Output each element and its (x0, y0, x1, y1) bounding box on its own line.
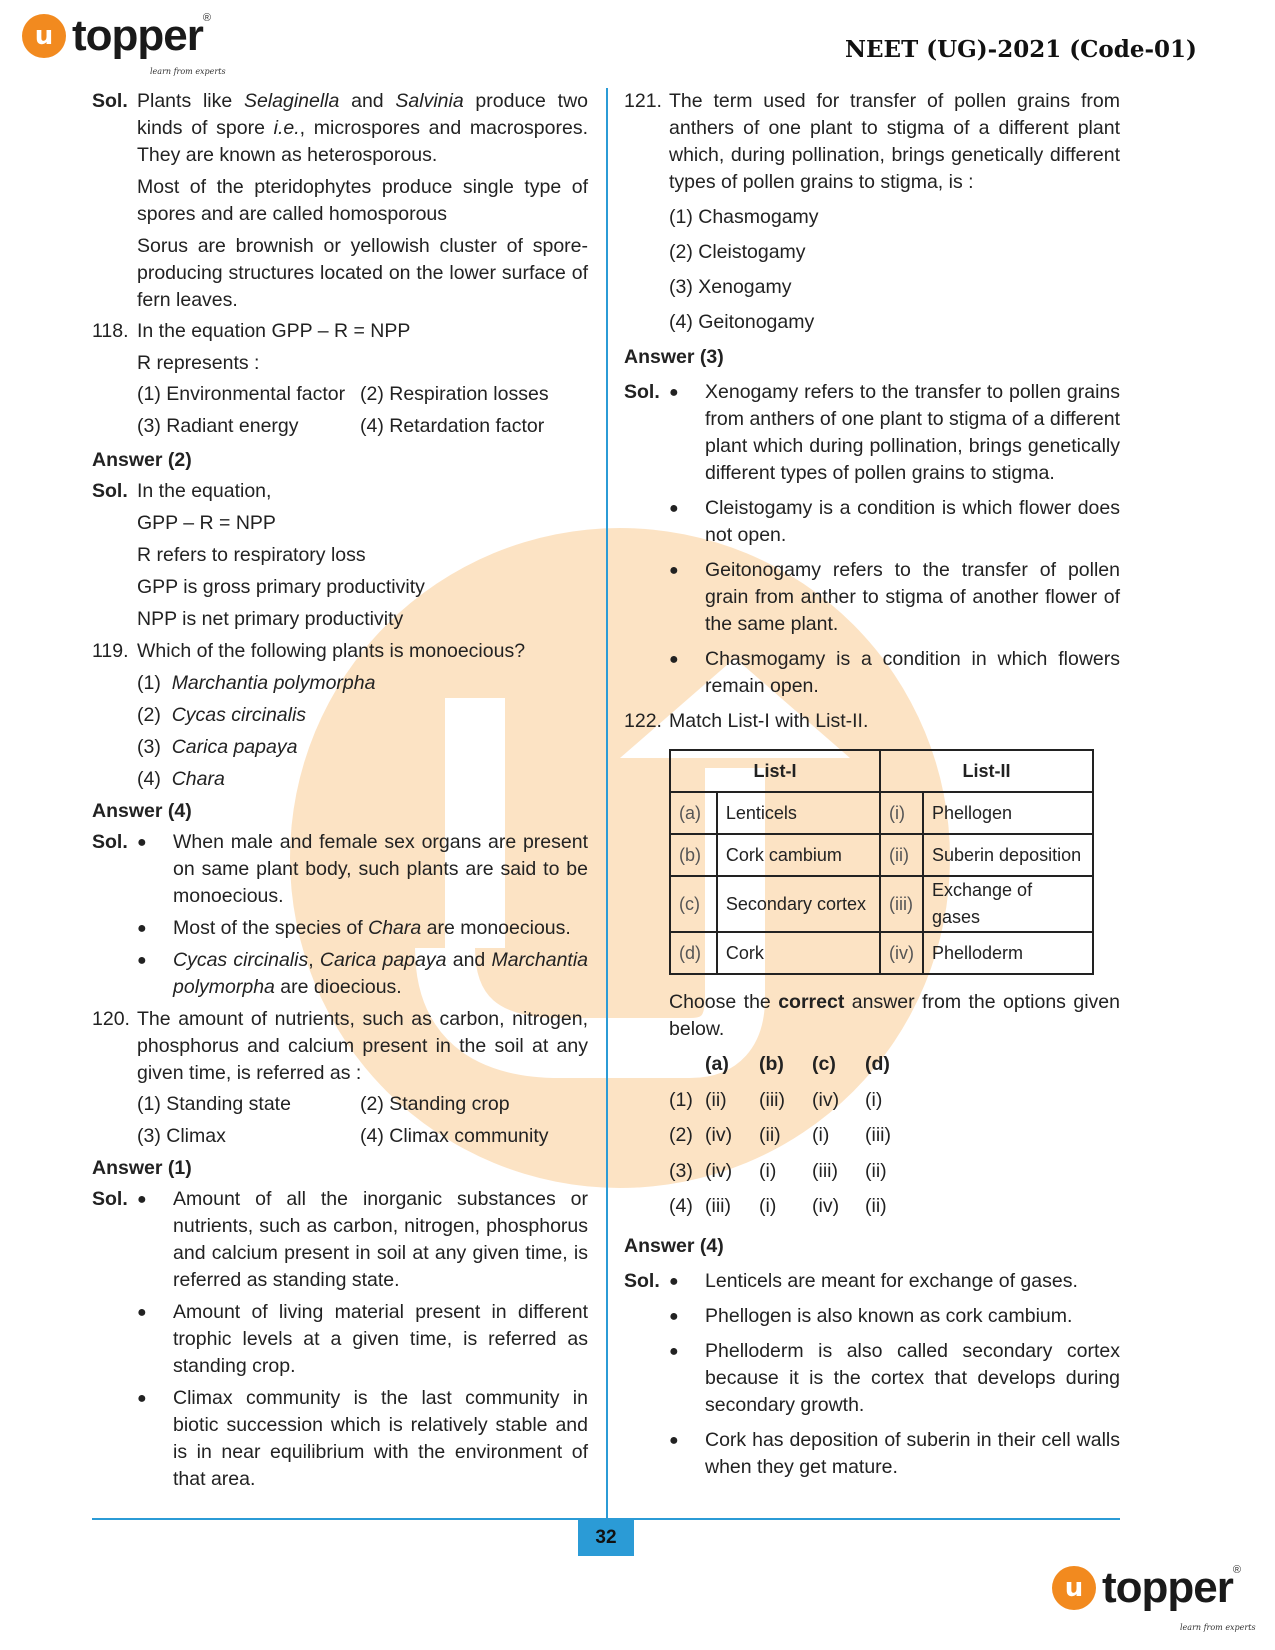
question-121 (624, 88, 1120, 336)
table-header-row (670, 750, 1093, 792)
grid-cell: (ii) (705, 1089, 727, 1111)
grid-cell: (iv) (812, 1089, 840, 1111)
option-3: (3) Carica papaya (137, 736, 298, 758)
question-number: 122. (624, 710, 662, 732)
grid-cell: (ii) (759, 1124, 781, 1146)
bullet-icon: ● (669, 1432, 679, 1449)
registered-icon: ® (202, 11, 211, 24)
topper-logo-icon: u (1052, 1566, 1096, 1610)
page-number: 32 (578, 1518, 634, 1556)
bullet-icon: ● (669, 1273, 679, 1290)
table-cell: (d) (670, 932, 717, 974)
solution-119 (92, 829, 588, 1001)
sol-paragraph: Most of the pteridophytes produce single type of spores and are called homosporous (137, 176, 588, 225)
bullet-icon: ● (669, 562, 679, 579)
grid-cell: (2) (669, 1124, 693, 1146)
sol-paragraph: Sorus are brownish or yellowish cluster of spore-producing structures located on the lower surface of fern leaves. (137, 235, 588, 311)
brand-name: topper (1102, 1563, 1233, 1612)
answer: Answer (4) (92, 800, 192, 822)
table-row (670, 792, 1093, 834)
question-stem: Which of the following plants is monoecious? (137, 640, 526, 662)
option-1: (1) Chasmogamy (669, 206, 819, 228)
solution-122 (624, 1268, 1120, 1481)
table-cell: Exchange of gases (923, 876, 1093, 932)
sol-bullet: When male and female sex organs are present on same plant body, such plants are said to be monoecious. (173, 831, 588, 907)
grid-cell: (iv) (812, 1195, 840, 1217)
solution-120 (92, 1186, 588, 1493)
option-2: (2) Cycas circinalis (137, 704, 307, 726)
options-row (137, 381, 588, 413)
table-cell: (c) (670, 876, 717, 932)
bullet-icon: ● (669, 384, 679, 401)
question-stem: The amount of nutrients, such as carbon, nitrogen, phosphorus and calcium present in the soil at any given time, is referred as : (137, 1008, 588, 1084)
grid-cell: (ii) (865, 1160, 887, 1182)
question-120 (92, 1006, 588, 1155)
bullet-icon: ● (137, 834, 147, 851)
option-4: (4) Retardation factor (360, 415, 545, 437)
table-cell: (i) (880, 792, 923, 834)
table-cell: Phellogen (923, 792, 1093, 834)
question-stem: In the equation GPP – R = NPP (137, 320, 411, 342)
options-row (137, 1091, 588, 1123)
table-cell: Secondary cortex (717, 876, 880, 932)
grid-header: (b) (759, 1053, 784, 1075)
table-header: List-I (670, 750, 880, 792)
sol-label: Sol. (92, 1188, 128, 1210)
topper-logo-icon: u (22, 14, 66, 58)
solution-118 (92, 478, 588, 633)
sol-bullet: Lenticels are meant for exchange of gases. (705, 1270, 1078, 1292)
grid-cell: (iv) (705, 1160, 733, 1182)
sol-line: NPP is net primary productivity (137, 608, 404, 630)
answer: Answer (3) (624, 346, 724, 368)
options-row (137, 413, 588, 445)
bullet-icon: ● (669, 1343, 679, 1360)
table-cell: Suberin deposition (923, 834, 1093, 876)
sol-bullet: Amount of living material present in different trophic levels at a given time, is referred as standing crop. (173, 1301, 588, 1377)
grid-cell: (iii) (759, 1089, 785, 1111)
solution-121 (624, 379, 1120, 700)
answer: Answer (1) (92, 1157, 192, 1179)
header-tagline: learn from experts (150, 67, 226, 76)
bullet-icon: ● (137, 1191, 147, 1208)
question-stem: The term used for transfer of pollen grains from anthers of one plant to stigma of a different plant which, during pollination, brings genetically different types of pollen grains to stigma, is : (669, 90, 1120, 193)
option-3: (3) Radiant energy (137, 415, 299, 437)
grid-cell: (1) (669, 1089, 693, 1111)
column-divider (606, 88, 608, 1518)
sol-label: Sol. (92, 480, 128, 502)
option-2: (2) Cleistogamy (669, 241, 806, 263)
answer-options-grid (669, 1051, 1120, 1227)
option-3: (3) Xenogamy (669, 276, 792, 298)
right-column (624, 88, 1120, 1481)
sol-bullet: Amount of all the inorganic substances or nutrients, such as carbon, nitrogen, phosphorus and calcium present in soil at any given time, is referred as standing state. (173, 1188, 588, 1291)
option-2: (2) Standing crop (360, 1093, 510, 1115)
sol-bullet: Phellogen is also known as cork cambium. (705, 1305, 1073, 1327)
table-cell: Cork cambium (717, 834, 880, 876)
grid-cell: (ii) (865, 1195, 887, 1217)
sol-label: Sol. (92, 831, 128, 853)
sol-line: GPP – R = NPP (137, 512, 276, 534)
sol-bullet: Chasmogamy is a condition in which flowers remain open. (705, 648, 1120, 697)
registered-icon: ® (1232, 1563, 1241, 1576)
table-cell: Phelloderm (923, 932, 1093, 974)
sol-label: Sol. (624, 1270, 660, 1292)
footer-logo (1052, 1563, 1241, 1612)
sol-bullet: Most of the species of Chara are monoecious. (173, 917, 571, 939)
grid-cell: (i) (865, 1089, 883, 1111)
exam-title: NEET (UG)-2021 (Code-01) (845, 36, 1197, 63)
option-4: (4) Chara (137, 768, 225, 790)
sol-paragraph: Plants like Selaginella and Salvinia produce two kinds of spore i.e., microspores and macrospores. They are known as heterosporous. (137, 90, 588, 166)
option-1: (1) Environmental factor (137, 383, 346, 405)
table-cell: Lenticels (717, 792, 880, 834)
question-stem: R represents : (137, 352, 260, 374)
solution-117 (92, 88, 588, 314)
table-cell: (iv) (880, 932, 923, 974)
sol-bullet: Xenogamy refers to the transfer to pollen grains from anthers of one plant to stigma of a different plant which during pollination, brings genetically different types of pollen grains to stigma. (705, 381, 1120, 484)
options-row (137, 1123, 588, 1155)
table-row (670, 932, 1093, 974)
brand-name: topper (72, 11, 203, 60)
answer: Answer (4) (624, 1235, 724, 1257)
option-4: (4) Climax community (360, 1125, 549, 1147)
match-table (669, 749, 1094, 975)
option-1: (1) Marchantia polymorpha (137, 672, 376, 694)
question-stem: Match List-I with List-II. (669, 710, 869, 732)
table-row (670, 876, 1093, 932)
sol-bullet: Cleistogamy is a condition is which flower does not open. (705, 497, 1120, 546)
sol-label: Sol. (624, 381, 660, 403)
question-118 (92, 318, 588, 445)
grid-cell: (i) (759, 1195, 777, 1217)
table-cell: (b) (670, 834, 717, 876)
grid-cell: (iii) (705, 1195, 731, 1217)
grid-cell: (4) (669, 1195, 693, 1217)
sol-bullet: Climax community is the last community in biotic succession which is relatively stable and is in near equilibrium with the environment of that area. (173, 1387, 588, 1490)
header-logo (22, 11, 211, 60)
grid-header: (a) (705, 1053, 729, 1075)
table-cell: (ii) (880, 834, 923, 876)
instruction-text: Choose the correct answer from the options given below. (669, 991, 1120, 1040)
question-number: 120. (92, 1008, 130, 1030)
grid-cell: (iv) (705, 1124, 733, 1146)
sol-bullet: Cork has deposition of suberin in their cell walls when they get mature. (705, 1429, 1120, 1478)
sol-bullet: Geitonogamy refers to the transfer of pollen grain from anther to stigma of another flower of the same plant. (705, 559, 1120, 635)
question-119 (92, 638, 588, 793)
question-number: 121. (624, 90, 662, 112)
sol-bullet: Cycas circinalis, Carica papaya and Marchantia polymorpha are dioecious. (173, 949, 589, 998)
answer: Answer (2) (92, 449, 192, 471)
bullet-icon: ● (669, 1308, 679, 1325)
grid-header: (c) (812, 1053, 836, 1075)
option-4: (4) Geitonogamy (669, 311, 815, 333)
bullet-icon: ● (137, 1390, 147, 1407)
grid-cell: (i) (812, 1124, 830, 1146)
left-column (92, 88, 588, 1493)
table-row (670, 834, 1093, 876)
option-1: (1) Standing state (137, 1093, 291, 1115)
option-2: (2) Respiration losses (360, 383, 549, 405)
table-cell: (a) (670, 792, 717, 834)
table-cell: Cork (717, 932, 880, 974)
bullet-icon: ● (137, 920, 147, 937)
table-header: List-II (880, 750, 1093, 792)
sol-bullet: Phelloderm is also called secondary cortex because it is the cortex that develops during secondary growth. (705, 1340, 1120, 1416)
table-cell: (iii) (880, 876, 923, 932)
sol-line: GPP is gross primary productivity (137, 576, 425, 598)
grid-cell: (iii) (812, 1160, 838, 1182)
grid-cell: (iii) (865, 1124, 891, 1146)
grid-cell: (3) (669, 1160, 693, 1182)
bullet-icon: ● (669, 500, 679, 517)
option-3: (3) Climax (137, 1125, 226, 1147)
bullet-icon: ● (137, 1304, 147, 1321)
bullet-icon: ● (137, 952, 147, 969)
bullet-icon: ● (669, 651, 679, 668)
footer-tagline: learn from experts (1180, 1623, 1256, 1632)
grid-cell: (i) (759, 1160, 777, 1182)
question-number: 118. (92, 320, 129, 342)
sol-line: In the equation, (137, 480, 272, 502)
question-number: 119. (92, 640, 129, 662)
sol-label: Sol. (92, 90, 128, 112)
question-122 (624, 708, 1120, 1227)
grid-header: (d) (865, 1053, 890, 1075)
sol-line: R refers to respiratory loss (137, 544, 366, 566)
